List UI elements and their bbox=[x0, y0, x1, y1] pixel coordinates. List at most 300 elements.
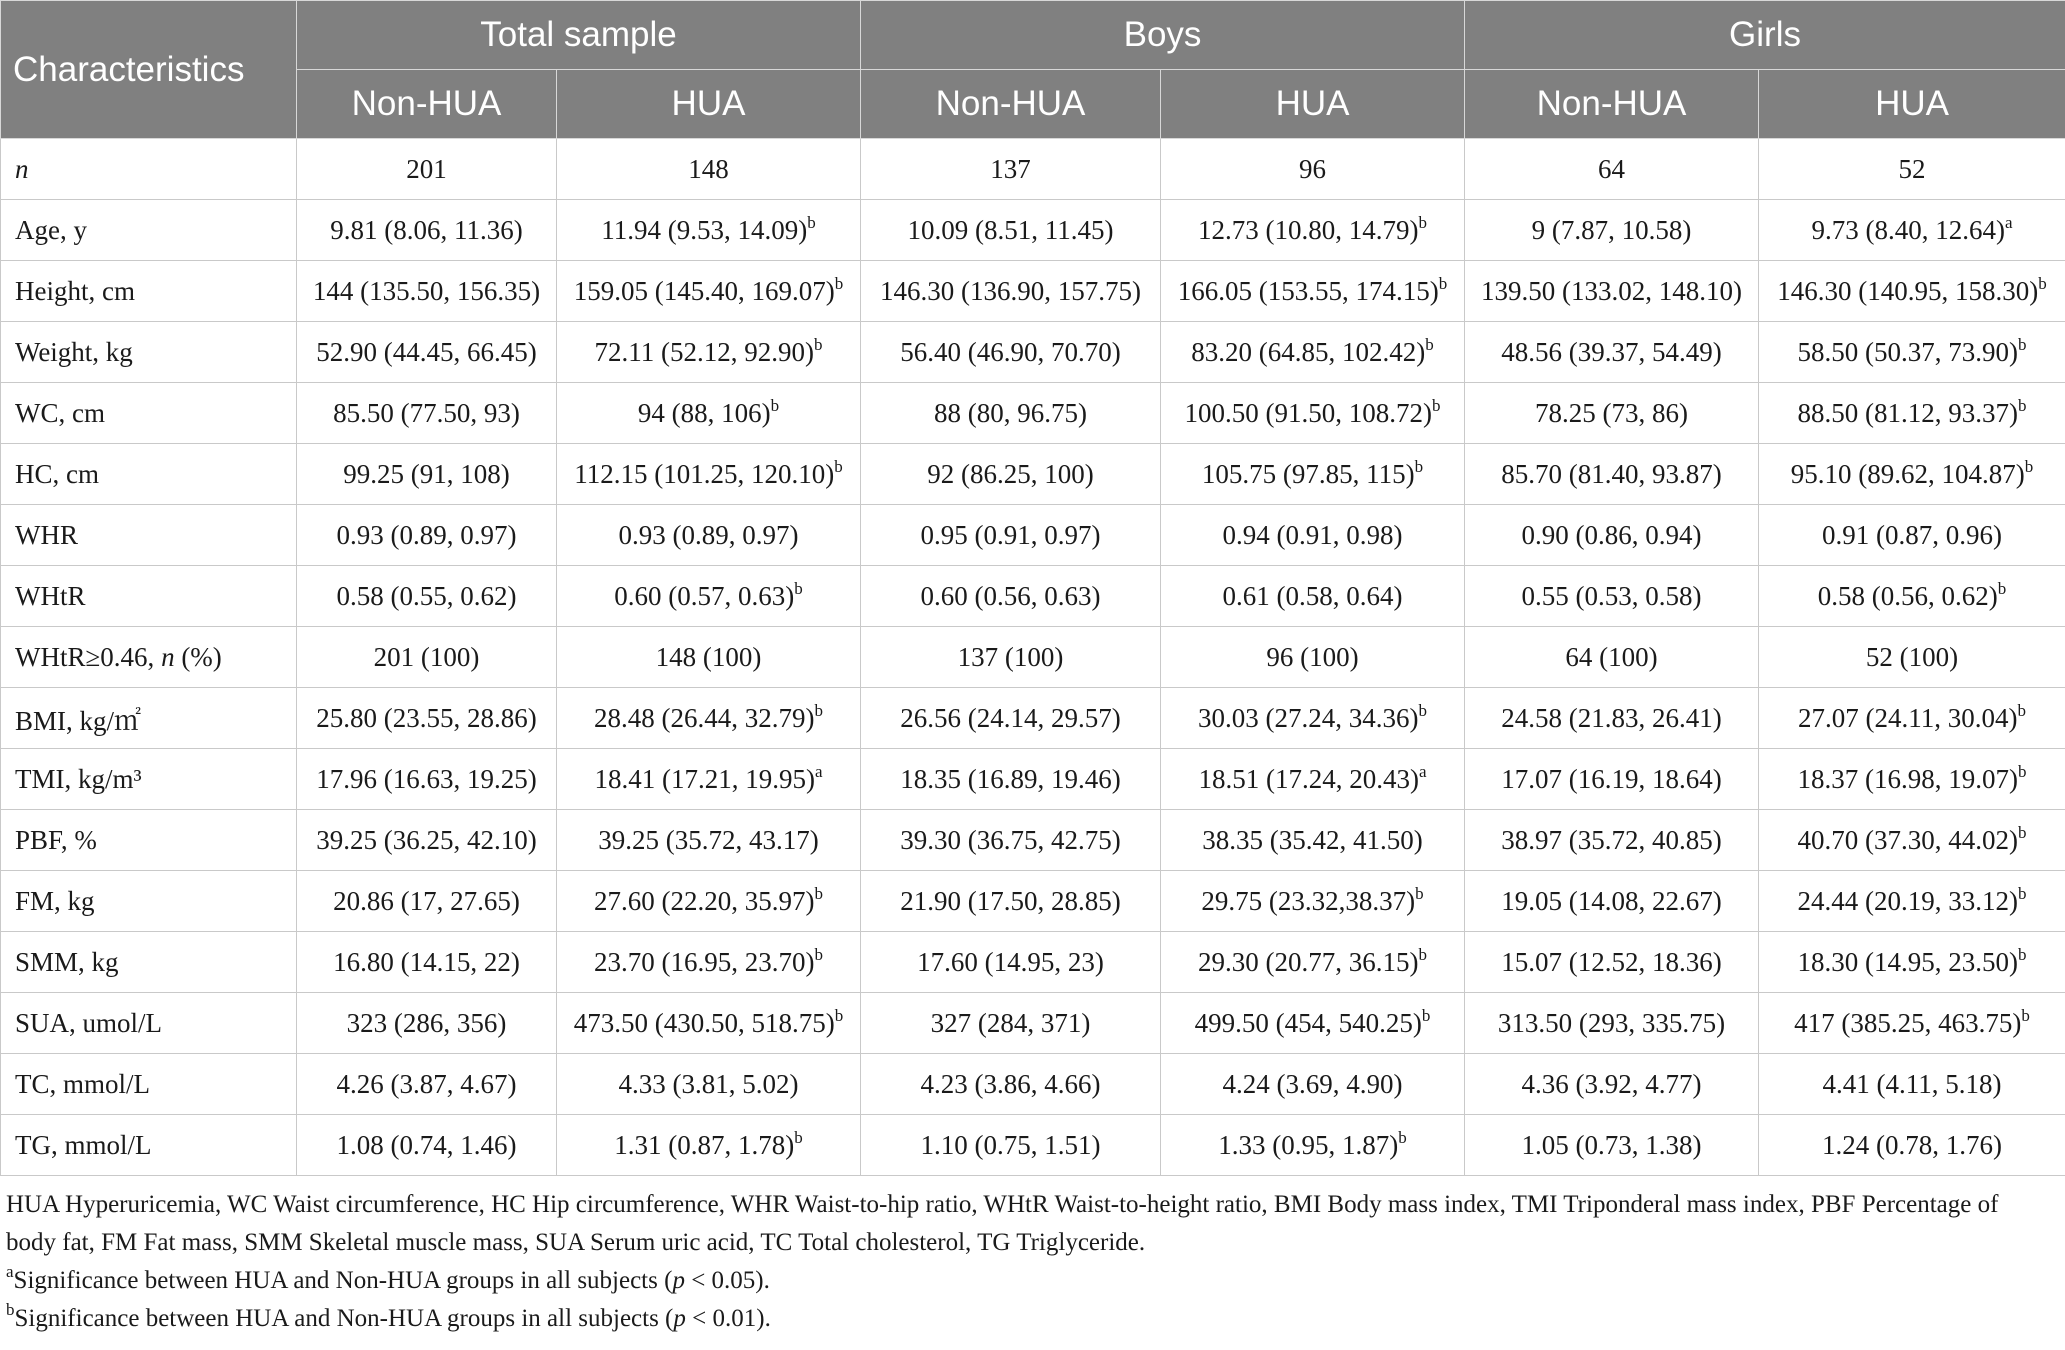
cell-value: 148 bbox=[688, 153, 729, 184]
significance-mark: b bbox=[814, 334, 823, 354]
footnote-a bbox=[6, 1262, 2046, 1300]
significance-mark: b bbox=[807, 212, 816, 232]
cell-value: 39.25 (36.25, 42.10) bbox=[316, 824, 537, 855]
significance-mark: b bbox=[814, 944, 823, 964]
abbreviations-note: HUA Hyperuricemia, WC Waist circumference, HC Hip circumference, WHR Waist-to-hip ratio, WHtR Waist-to-height ratio, BMI Body mass index, TMI Triponderal mass index, PBF Percentage of body fat, FM Fat mass, SMM Skeletal muscle mass, SUA Serum uric acid, TC Total cholesterol, TG Triglyceride. bbox=[6, 1191, 1999, 1256]
header-total-hua: HUA bbox=[557, 70, 861, 139]
table-cell bbox=[1465, 200, 1759, 261]
row-label-italic: n bbox=[161, 641, 175, 672]
table-cell bbox=[297, 383, 557, 444]
table-cell bbox=[1759, 566, 2065, 627]
table-cell bbox=[297, 261, 557, 322]
row-label bbox=[1, 200, 297, 261]
table-cell bbox=[1161, 261, 1465, 322]
table-cell bbox=[1161, 200, 1465, 261]
cell-value: 19.05 (14.08, 22.67) bbox=[1501, 885, 1722, 916]
table-row bbox=[1, 444, 2065, 505]
significance-mark: b bbox=[1415, 883, 1424, 903]
cell-value: 21.90 (17.50, 28.85) bbox=[900, 885, 1121, 916]
row-label bbox=[1, 444, 297, 505]
table-cell bbox=[557, 871, 861, 932]
table-cell bbox=[297, 932, 557, 993]
table-cell bbox=[861, 749, 1161, 810]
cell-value: 1.05 (0.73, 1.38) bbox=[1521, 1129, 1702, 1160]
cell-value: 4.33 (3.81, 5.02) bbox=[618, 1068, 799, 1099]
significance-mark: b bbox=[1398, 1127, 1407, 1147]
significance-mark: b bbox=[2018, 822, 2027, 842]
significance-mark: b bbox=[1425, 334, 1434, 354]
table-row bbox=[1, 688, 2065, 749]
header-boys-hua: HUA bbox=[1161, 70, 1465, 139]
footnote-a-p: p bbox=[672, 1267, 685, 1294]
table-cell bbox=[297, 1115, 557, 1176]
cell-value: 99.25 (91, 108) bbox=[343, 458, 510, 489]
row-label bbox=[1, 566, 297, 627]
cell-value: 96 bbox=[1299, 153, 1327, 184]
cell-value: 1.10 (0.75, 1.51) bbox=[920, 1129, 1101, 1160]
table-cell bbox=[557, 688, 861, 749]
cell-value: 27.07 (24.11, 30.04) bbox=[1798, 702, 2018, 733]
cell-value: 417 (385.25, 463.75) bbox=[1794, 1007, 2022, 1038]
table-row bbox=[1, 261, 2065, 322]
significance-mark: b bbox=[2024, 456, 2034, 476]
cell-value: 18.35 (16.89, 19.46) bbox=[900, 763, 1121, 794]
cell-value: 18.51 (17.24, 20.43) bbox=[1198, 763, 1419, 794]
table-cell bbox=[297, 749, 557, 810]
header-row-subgroups bbox=[1, 70, 2065, 139]
table-row bbox=[1, 993, 2065, 1054]
table-cell bbox=[1161, 139, 1465, 200]
cell-value: 144 (135.50, 156.35) bbox=[312, 275, 541, 306]
row-label-text: BMI, kg/㎡ bbox=[15, 705, 142, 736]
cell-value: 105.75 (97.85, 115) bbox=[1201, 458, 1415, 489]
table-cell bbox=[1759, 200, 2065, 261]
footnote-a-mark: a bbox=[6, 1262, 14, 1281]
significance-mark: b bbox=[1418, 700, 1427, 720]
significance-mark: b bbox=[834, 273, 844, 293]
table-cell bbox=[557, 1115, 861, 1176]
table-cell bbox=[861, 1115, 1161, 1176]
footnote-b-p: p bbox=[673, 1305, 686, 1332]
significance-mark: b bbox=[1432, 395, 1441, 415]
table-cell bbox=[1759, 871, 2065, 932]
table-cell bbox=[1161, 688, 1465, 749]
cell-value: 0.58 (0.56, 0.62) bbox=[1817, 580, 1998, 611]
row-label bbox=[1, 505, 297, 566]
cell-value: 78.25 (73, 86) bbox=[1535, 397, 1688, 428]
cell-value: 38.35 (35.42, 41.50) bbox=[1202, 824, 1423, 855]
row-label-text: WHtR bbox=[15, 580, 86, 611]
table-row bbox=[1, 932, 2065, 993]
cell-value: 72.11 (52.12, 92.90) bbox=[594, 336, 814, 367]
cell-value: 56.40 (46.90, 70.70) bbox=[900, 336, 1121, 367]
cell-value: 0.90 (0.86, 0.94) bbox=[1521, 519, 1702, 550]
table-cell bbox=[861, 810, 1161, 871]
table-cell bbox=[861, 200, 1161, 261]
cell-value: 1.08 (0.74, 1.46) bbox=[336, 1129, 517, 1160]
cell-value: 17.07 (16.19, 18.64) bbox=[1501, 763, 1722, 794]
cell-value: 1.31 (0.87, 1.78) bbox=[614, 1129, 795, 1160]
table-cell bbox=[1161, 993, 1465, 1054]
significance-mark: b bbox=[2018, 944, 2027, 964]
significance-mark: b bbox=[834, 1005, 844, 1025]
table-cell bbox=[297, 871, 557, 932]
table-cell bbox=[1161, 749, 1465, 810]
row-label-text: TG, mmol/L bbox=[15, 1129, 152, 1160]
cell-value: 88 (80, 96.75) bbox=[934, 397, 1087, 428]
cell-value: 0.93 (0.89, 0.97) bbox=[336, 519, 517, 550]
significance-mark: b bbox=[1418, 944, 1427, 964]
table-cell bbox=[557, 749, 861, 810]
table-cell bbox=[1161, 505, 1465, 566]
cell-value: 139.50 (133.02, 148.10) bbox=[1481, 275, 1742, 306]
table-cell bbox=[1465, 688, 1759, 749]
table-cell bbox=[1161, 932, 1465, 993]
cell-value: 0.93 (0.89, 0.97) bbox=[618, 519, 799, 550]
table-row bbox=[1, 1115, 2065, 1176]
cell-value: 0.91 (0.87, 0.96) bbox=[1822, 519, 2002, 550]
significance-mark: b bbox=[2018, 883, 2027, 903]
cell-value: 17.96 (16.63, 19.25) bbox=[316, 763, 537, 794]
table-cell bbox=[557, 810, 861, 871]
row-label bbox=[1, 261, 297, 322]
row-label-text: SUA, umol/L bbox=[15, 1007, 163, 1038]
cell-value: 96 (100) bbox=[1266, 641, 1359, 672]
cell-value: 52.90 (44.45, 66.45) bbox=[316, 336, 537, 367]
cell-value: 29.75 (23.32,38.37) bbox=[1201, 885, 1416, 916]
significance-mark: b bbox=[2018, 334, 2027, 354]
table-cell bbox=[1465, 383, 1759, 444]
significance-mark: b bbox=[1997, 578, 2007, 598]
table-row bbox=[1, 1054, 2065, 1115]
cell-value: 52 bbox=[1898, 153, 1926, 184]
table-cell bbox=[1759, 749, 2065, 810]
cell-value: 0.55 (0.53, 0.58) bbox=[1521, 580, 1702, 611]
cell-value: 9.81 (8.06, 11.36) bbox=[330, 214, 523, 245]
row-label bbox=[1, 1115, 297, 1176]
table-cell bbox=[1161, 322, 1465, 383]
table-cell bbox=[861, 261, 1161, 322]
cell-value: 24.44 (20.19, 33.12) bbox=[1797, 885, 2018, 916]
cell-value: 29.30 (20.77, 36.15) bbox=[1198, 946, 1419, 977]
table-cell bbox=[1759, 139, 2065, 200]
cell-value: 24.58 (21.83, 26.41) bbox=[1501, 702, 1722, 733]
cell-value: 64 bbox=[1598, 153, 1626, 184]
significance-mark: b bbox=[2021, 1005, 2030, 1025]
table-row bbox=[1, 383, 2065, 444]
table-cell bbox=[861, 627, 1161, 688]
cell-value: 40.70 (37.30, 44.02) bbox=[1797, 824, 2018, 855]
table-cell bbox=[861, 322, 1161, 383]
table-cell bbox=[1759, 444, 2065, 505]
cell-value: 16.80 (14.15, 22) bbox=[333, 946, 520, 977]
significance-mark: b bbox=[794, 578, 803, 598]
header-group-total: Total sample bbox=[297, 1, 861, 70]
table-row bbox=[1, 810, 2065, 871]
cell-value: 313.50 (293, 335.75) bbox=[1497, 1007, 1726, 1038]
table-cell bbox=[1759, 322, 2065, 383]
header-boys-non-hua: Non-HUA bbox=[861, 70, 1161, 139]
table-cell bbox=[861, 383, 1161, 444]
cell-value: 28.48 (26.44, 32.79) bbox=[594, 702, 815, 733]
cell-value: 112.15 (101.25, 120.10) bbox=[574, 458, 835, 489]
table-cell bbox=[297, 566, 557, 627]
significance-mark: b bbox=[2018, 395, 2027, 415]
cell-value: 23.70 (16.95, 23.70) bbox=[594, 946, 815, 977]
row-label bbox=[1, 749, 297, 810]
row-label bbox=[1, 810, 297, 871]
cell-value: 88.50 (81.12, 93.37) bbox=[1797, 397, 2018, 428]
cell-value: 39.25 (35.72, 43.17) bbox=[598, 824, 819, 855]
significance-mark: b bbox=[834, 456, 843, 476]
table-cell bbox=[861, 444, 1161, 505]
cell-value: 17.60 (14.95, 23) bbox=[917, 946, 1104, 977]
table-cell bbox=[1161, 627, 1465, 688]
row-label-text: Weight, kg bbox=[15, 336, 133, 367]
row-label bbox=[1, 139, 297, 200]
cell-value: 146.30 (140.95, 158.30) bbox=[1777, 275, 2039, 306]
cell-value: 9 (7.87, 10.58) bbox=[1531, 214, 1692, 245]
cell-value: 323 (286, 356) bbox=[346, 1007, 507, 1038]
cell-value: 83.20 (64.85, 102.42) bbox=[1191, 336, 1426, 367]
row-label-text: PBF, % bbox=[15, 824, 97, 855]
table-cell bbox=[557, 993, 861, 1054]
significance-mark: b bbox=[814, 700, 823, 720]
cell-value: 95.10 (89.62, 104.87) bbox=[1790, 458, 2025, 489]
row-label bbox=[1, 688, 297, 749]
table-cell bbox=[1161, 383, 1465, 444]
table-cell bbox=[861, 871, 1161, 932]
cell-value: 94 (88, 106) bbox=[637, 397, 771, 428]
cell-value: 0.95 (0.91, 0.97) bbox=[920, 519, 1101, 550]
table-cell bbox=[1759, 932, 2065, 993]
table-cell bbox=[861, 566, 1161, 627]
cell-value: 58.50 (50.37, 73.90) bbox=[1797, 336, 2018, 367]
table-cell bbox=[557, 932, 861, 993]
cell-value: 4.23 (3.86, 4.66) bbox=[920, 1068, 1101, 1099]
cell-value: 25.80 (23.55, 28.86) bbox=[316, 702, 537, 733]
significance-mark: b bbox=[2018, 761, 2027, 781]
table-row bbox=[1, 505, 2065, 566]
table-cell bbox=[1759, 627, 2065, 688]
cell-value: 39.30 (36.75, 42.75) bbox=[900, 824, 1121, 855]
footnote-b-threshold: < 0.01). bbox=[685, 1305, 771, 1332]
table-cell bbox=[297, 627, 557, 688]
table-notes bbox=[0, 1176, 2046, 1338]
table-cell bbox=[1465, 566, 1759, 627]
significance-mark: b bbox=[2038, 273, 2047, 293]
row-label bbox=[1, 871, 297, 932]
table-cell bbox=[1759, 993, 2065, 1054]
cell-value: 11.94 (9.53, 14.09) bbox=[601, 214, 808, 245]
row-label-text: WHtR≥0.46, bbox=[15, 641, 162, 672]
significance-mark: b bbox=[794, 1127, 803, 1147]
row-label-text: TMI, kg/m³ bbox=[15, 763, 142, 794]
table-cell bbox=[1465, 627, 1759, 688]
cell-value: 159.05 (145.40, 169.07) bbox=[573, 275, 835, 306]
cell-value: 137 bbox=[990, 153, 1031, 184]
table-cell bbox=[1465, 810, 1759, 871]
cell-value: 15.07 (12.52, 18.36) bbox=[1501, 946, 1722, 977]
cell-value: 85.70 (81.40, 93.87) bbox=[1501, 458, 1722, 489]
table-cell bbox=[1759, 1115, 2065, 1176]
cell-value: 10.09 (8.51, 11.45) bbox=[907, 214, 1114, 245]
header-girls-non-hua: Non-HUA bbox=[1465, 70, 1759, 139]
cell-value: 64 (100) bbox=[1565, 641, 1658, 672]
cell-value: 9.73 (8.40, 12.64) bbox=[1811, 214, 2005, 245]
table-body bbox=[1, 139, 2065, 1176]
row-label-text: SMM, kg bbox=[15, 946, 119, 977]
table-row bbox=[1, 322, 2065, 383]
table-cell bbox=[1759, 1054, 2065, 1115]
table-cell bbox=[1465, 749, 1759, 810]
cell-value: 201 bbox=[406, 153, 447, 184]
table-cell bbox=[1465, 1115, 1759, 1176]
cell-value: 4.26 (3.87, 4.67) bbox=[336, 1068, 517, 1099]
header-group-boys: Boys bbox=[861, 1, 1465, 70]
row-label bbox=[1, 1054, 297, 1115]
cell-value: 26.56 (24.14, 29.57) bbox=[900, 702, 1121, 733]
row-label bbox=[1, 383, 297, 444]
table-cell bbox=[1161, 444, 1465, 505]
table-cell bbox=[1465, 871, 1759, 932]
header-girls-hua: HUA bbox=[1759, 70, 2065, 139]
table-cell bbox=[861, 688, 1161, 749]
table-cell bbox=[861, 993, 1161, 1054]
footnote-b-text: Significance between HUA and Non-HUA groups in all subjects ( bbox=[14, 1305, 674, 1332]
table-cell bbox=[297, 322, 557, 383]
table-cell bbox=[1759, 688, 2065, 749]
table-cell bbox=[1161, 871, 1465, 932]
table-cell bbox=[557, 139, 861, 200]
row-label-tail: (%) bbox=[174, 641, 222, 672]
footnote-b bbox=[6, 1300, 2046, 1338]
table-cell bbox=[1759, 810, 2065, 871]
table-cell bbox=[557, 1054, 861, 1115]
significance-mark: b bbox=[1421, 1005, 1431, 1025]
cell-value: 0.60 (0.56, 0.63) bbox=[920, 580, 1101, 611]
cell-value: 166.05 (153.55, 174.15) bbox=[1177, 275, 1439, 306]
significance-mark: a bbox=[2004, 212, 2013, 232]
cell-value: 38.97 (35.72, 40.85) bbox=[1501, 824, 1722, 855]
table-row bbox=[1, 139, 2065, 200]
cell-value: 0.60 (0.57, 0.63) bbox=[614, 580, 795, 611]
row-label-text: TC, mmol/L bbox=[15, 1068, 150, 1099]
table-cell bbox=[557, 444, 861, 505]
table-cell bbox=[1465, 932, 1759, 993]
row-label bbox=[1, 322, 297, 383]
table-cell bbox=[1161, 810, 1465, 871]
cell-value: 473.50 (430.50, 518.75) bbox=[573, 1007, 835, 1038]
row-label bbox=[1, 993, 297, 1054]
significance-mark: b bbox=[814, 883, 823, 903]
table-cell bbox=[297, 993, 557, 1054]
table-cell bbox=[297, 810, 557, 871]
table-row bbox=[1, 200, 2065, 261]
table-cell bbox=[861, 139, 1161, 200]
cell-value: 48.56 (39.37, 54.49) bbox=[1501, 336, 1722, 367]
row-label-text: HC, cm bbox=[15, 458, 99, 489]
table-cell bbox=[1759, 383, 2065, 444]
cell-value: 18.30 (14.95, 23.50) bbox=[1797, 946, 2018, 977]
cell-value: 146.30 (136.90, 157.75) bbox=[880, 275, 1141, 306]
significance-mark: b bbox=[1414, 456, 1424, 476]
row-label bbox=[1, 932, 297, 993]
table-cell bbox=[1759, 505, 2065, 566]
table-row bbox=[1, 627, 2065, 688]
cell-value: 52 (100) bbox=[1865, 641, 1959, 672]
table-cell bbox=[1465, 993, 1759, 1054]
cell-value: 30.03 (27.24, 34.36) bbox=[1198, 702, 1419, 733]
cell-value: 18.37 (16.98, 19.07) bbox=[1797, 763, 2018, 794]
table-cell bbox=[1465, 505, 1759, 566]
significance-mark: b bbox=[2017, 700, 2026, 720]
cell-value: 4.36 (3.92, 4.77) bbox=[1521, 1068, 1702, 1099]
table-cell bbox=[861, 932, 1161, 993]
table-cell bbox=[297, 1054, 557, 1115]
header-characteristics: Characteristics bbox=[1, 1, 297, 139]
table-cell bbox=[297, 505, 557, 566]
row-label bbox=[1, 627, 297, 688]
table-cell bbox=[557, 383, 861, 444]
table-cell bbox=[297, 139, 557, 200]
table-cell bbox=[1465, 444, 1759, 505]
table-cell bbox=[861, 505, 1161, 566]
cell-value: 1.24 (0.78, 1.76) bbox=[1822, 1129, 2002, 1160]
table-cell bbox=[1465, 1054, 1759, 1115]
table-cell bbox=[297, 200, 557, 261]
table-cell bbox=[1161, 1115, 1465, 1176]
cell-value: 327 (284, 371) bbox=[930, 1007, 1091, 1038]
cell-value: 85.50 (77.50, 93) bbox=[333, 397, 520, 428]
cell-value: 12.73 (10.80, 14.79) bbox=[1198, 214, 1419, 245]
cell-value: 0.58 (0.55, 0.62) bbox=[336, 580, 517, 611]
header-total-non-hua: Non-HUA bbox=[297, 70, 557, 139]
table-cell bbox=[557, 322, 861, 383]
table-cell bbox=[557, 566, 861, 627]
cell-value: 20.86 (17, 27.65) bbox=[333, 885, 520, 916]
cell-value: 201 (100) bbox=[373, 641, 480, 672]
cell-value: 499.50 (454, 540.25) bbox=[1194, 1007, 1422, 1038]
cell-value: 100.50 (91.50, 108.72) bbox=[1184, 397, 1432, 428]
cell-value: 4.41 (4.11, 5.18) bbox=[1822, 1068, 2002, 1099]
row-label-text: n bbox=[15, 153, 29, 184]
cell-value: 4.24 (3.69, 4.90) bbox=[1222, 1068, 1403, 1099]
table-cell bbox=[1161, 566, 1465, 627]
table-cell bbox=[557, 505, 861, 566]
cell-value: 18.41 (17.21, 19.95) bbox=[594, 763, 815, 794]
table-cell bbox=[1465, 322, 1759, 383]
significance-mark: b bbox=[770, 395, 780, 415]
table-cell bbox=[1465, 139, 1759, 200]
significance-mark: b bbox=[1438, 273, 1448, 293]
table-cell bbox=[557, 627, 861, 688]
footnote-a-threshold: < 0.05). bbox=[684, 1267, 770, 1294]
row-label-text: WC, cm bbox=[15, 397, 105, 428]
table-cell bbox=[1161, 1054, 1465, 1115]
table-cell bbox=[557, 261, 861, 322]
cell-value: 0.61 (0.58, 0.64) bbox=[1222, 580, 1403, 611]
footnote-a-text: Significance between HUA and Non-HUA groups in all subjects ( bbox=[13, 1267, 673, 1294]
table-cell bbox=[1759, 261, 2065, 322]
header-group-girls: Girls bbox=[1465, 1, 2065, 70]
footnote-b-mark: b bbox=[6, 1300, 15, 1319]
cell-value: 0.94 (0.91, 0.98) bbox=[1222, 519, 1403, 550]
row-label-text: Age, y bbox=[15, 214, 87, 245]
significance-mark: a bbox=[814, 761, 823, 781]
table-cell bbox=[297, 444, 557, 505]
table-cell bbox=[557, 200, 861, 261]
